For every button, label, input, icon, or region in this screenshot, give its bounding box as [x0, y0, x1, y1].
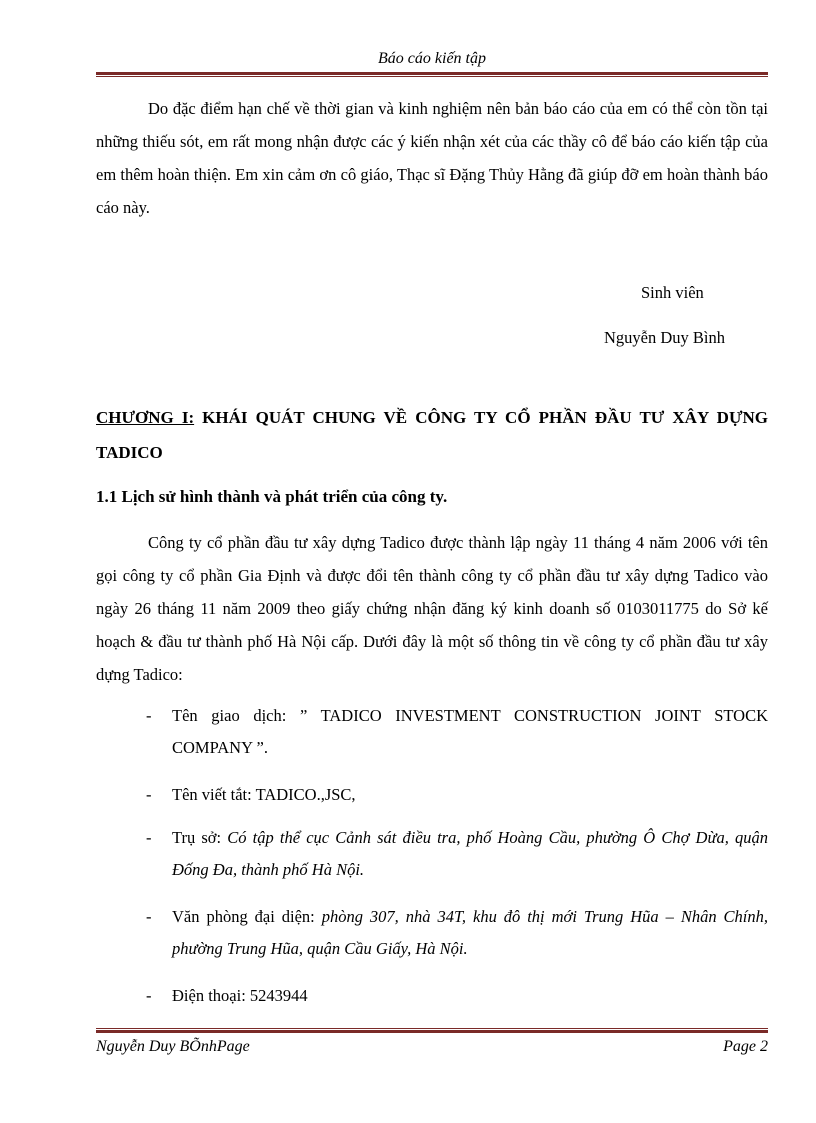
signature-name: Nguyễn Duy Bình: [604, 328, 725, 347]
bullet-label: Điện thoại:: [172, 986, 250, 1005]
chapter-heading: [96, 400, 768, 470]
bullet-marker: -: [146, 828, 152, 847]
list-item: [96, 779, 768, 811]
chapter-title: KHÁI QUÁT CHUNG VỀ CÔNG TY CỔ PHẦN ĐẦU TƯ XÂY DỰNG TADICO: [96, 408, 768, 462]
bullet-marker: -: [146, 907, 152, 926]
bullet-value-plain: 5243944: [249, 986, 308, 1005]
bullet-value-plain: TADICO.,JSC,: [255, 785, 356, 804]
footer-divider: [96, 1028, 768, 1033]
bullet-value: phòng 307, nhà 34T, khu đô thị mới Trung Hũa – Nhân Chính, phường Trung Hũa, quận Cầu Giấy, Hà Nội.: [172, 907, 769, 958]
bullet-marker: -: [146, 706, 152, 725]
bullet-label: Tên giao dịch:: [172, 706, 300, 725]
list-item: [96, 700, 768, 764]
list-item: [96, 980, 768, 1012]
body-paragraph: Công ty cổ phần đầu tư xây dựng Tadico được thành lập ngày 11 tháng 4 năm 2006 với tên gọi công ty cổ phần Gia Định và được đổi tên thành công ty cổ phần đầu tư xây dựng Tadico vào ngày 26 tháng 11 năm 2009 theo giấy chứng nhận đăng ký kinh doanh số 0103011775 do Sở kế hoạch & đầu tư thành phố Hà Nội cấp. Dưới đây là một số thông tin về công ty cổ phần đầu tư xây dựng Tadico:: [96, 533, 768, 684]
footer-page-number: Page 2: [723, 1038, 768, 1055]
bullet-value: Có tập thể cục Cảnh sát điều tra, phố Hoàng Cầu, phường Ô Chợ Dừa, quận Đống Đa, thành phố Hà Nội.: [172, 828, 768, 879]
list-item: [96, 901, 768, 965]
bullet-label: Tên viết tắt:: [172, 785, 256, 804]
signature-role: Sinh viên: [641, 283, 704, 302]
bullet-label: Văn phòng đại diện:: [172, 907, 322, 926]
section-heading: 1.1 Lịch sử hình thành và phát triển của công ty.: [96, 487, 448, 506]
page-header-title: Báo cáo kiến tập: [378, 50, 486, 67]
bullet-label: Trụ sở:: [172, 828, 228, 847]
footer-author: Nguyễn Duy BÕnhPage: [96, 1038, 250, 1055]
bullet-value-plain: ” TADICO INVESTMENT CONSTRUCTION JOINT STOCK COMPANY ”.: [172, 706, 768, 757]
chapter-label: CHƯƠNG I:: [96, 408, 195, 427]
list-item: [96, 822, 768, 886]
bullet-marker: -: [146, 785, 152, 804]
intro-paragraph: Do đặc điểm hạn chế về thời gian và kinh nghiệm nên bản báo cáo của em có thể còn tồn tại những thiếu sót, em rất mong nhận được các ý kiến nhận xét của các thầy cô để báo cáo kiến tập của em thêm hoàn thiện. Em xin cảm ơn cô giáo, Thạc sĩ Đặng Thủy Hằng đã giúp đỡ em hoàn thành báo cáo này.: [96, 99, 768, 217]
header-divider: [96, 72, 768, 77]
bullet-marker: -: [146, 986, 152, 1005]
